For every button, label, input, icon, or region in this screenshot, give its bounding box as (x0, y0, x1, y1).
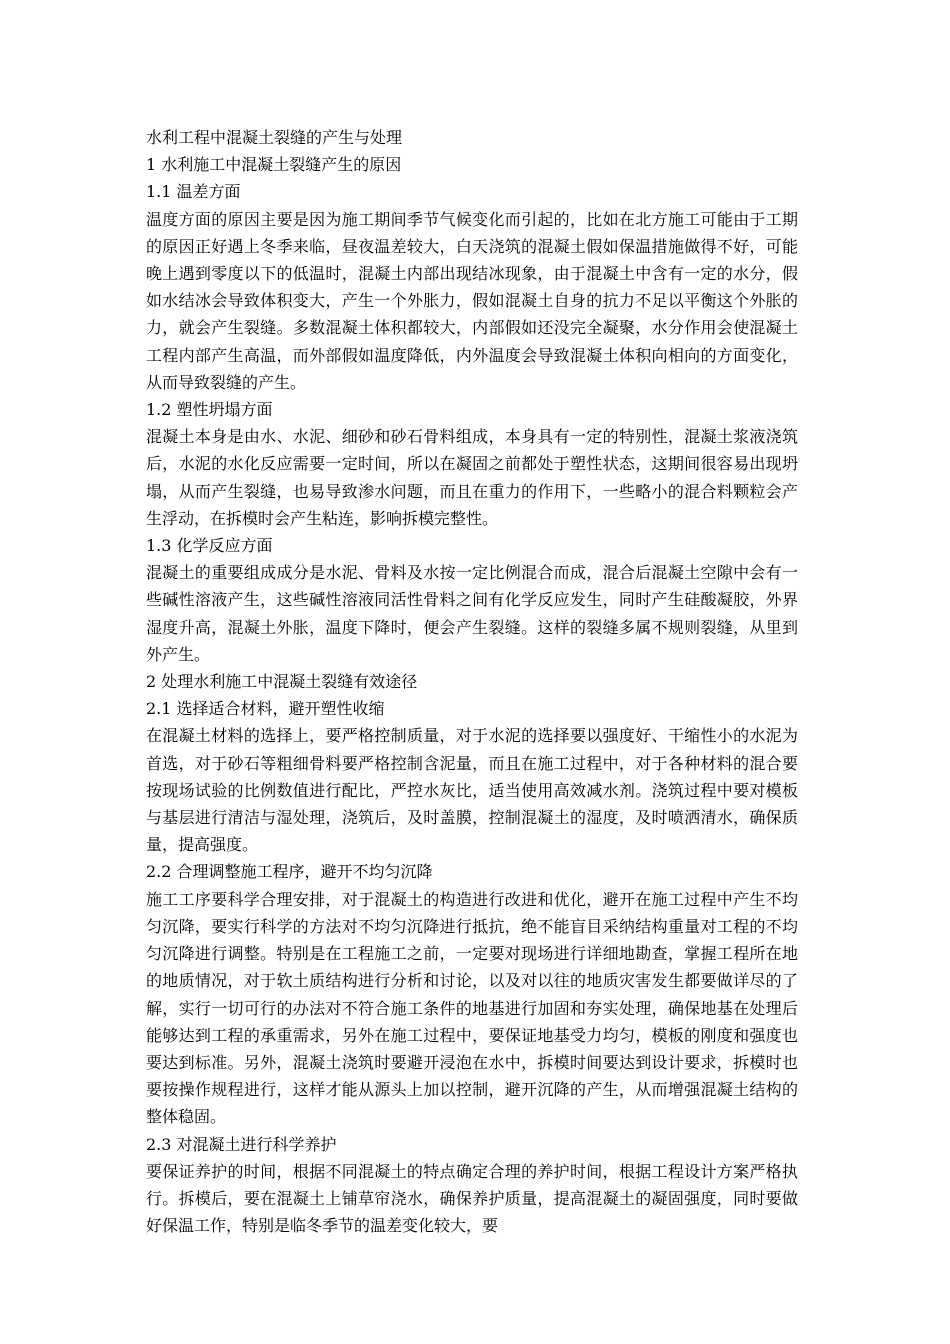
section-heading-1-3: 1.3 化学反应方面 (146, 536, 273, 556)
section-heading-1: 1 水利施工中混凝土裂缝产生的原因 (146, 155, 402, 175)
section-heading-1-1: 1.1 温差方面 (146, 182, 241, 202)
document-title: 水利工程中混凝土裂缝的产生与处理 (146, 128, 403, 147)
section-paragraph-2-3: 要保证养护的时间，根据不同混凝土的特点确定合理的养护时间，根据工程设计方案严格执行。拆模后，要在混凝土上铺草帘浇水，确保养护质量，提高混凝土的凝固强度，同时要做好保温工作，特别是临冬季节的温差变化较大，要 (146, 1161, 798, 1236)
document-body (146, 124, 798, 1239)
section-heading-2: 2 处理水利施工中混凝土裂缝有效途径 (146, 672, 418, 692)
section-paragraph-1-1: 温度方面的原因主要是因为施工期间季节气候变化而引起的，比如在北方施工可能由于工期的原因正好遇上冬季来临，昼夜温差较大，白天浇筑的混凝土假如保温措施做得不好，可能晚上遇到零度以下的低温时，混凝土内部出现结冰现象，由于混凝土中含有一定的水分，假如水结冰会导致体积变大，产生一个外胀力，假如混凝土自身的抗力不足以平衡这个外胀的力，就会产生裂缝。多数混凝土体积都较大，内部假如还没完全凝聚，水分作用会使混凝土工程内部产生高温，而外部假如温度降低，内外温度会导致混凝土体积向相向的方面变化，从而导致裂缝的产生。 (146, 209, 798, 392)
section-heading-1-2: 1.2 塑性坍塌方面 (146, 400, 273, 420)
section-heading-2-3: 2.3 对混凝土进行科学养护 (146, 1134, 337, 1154)
section-paragraph-2-2: 施工工序要科学合理安排，对于混凝土的构造进行改进和优化，避开在施工过程中产生不均匀沉降，要实行科学的方法对不均匀沉降进行抵抗，绝不能盲目采纳结构重量对工程的不均匀沉降进行调整。特别是在工程施工之前，一定要对现场进行详细地勘查，掌握工程所在地的地质情况，对于软土质结构进行分析和讨论，以及对以往的地质灾害发生都要做详尽的了解，实行一切可行的办法对不符合施工条件的地基进行加固和夯实处理，确保地基在处理后能够达到工程的承重需求，另外在施工过程中，要保证地基受力均匀，模板的刚度和强度也要达到标准。另外，混凝土浇筑时要避开浸泡在水中，拆模时间要达到设计要求，拆模时也要按操作规程进行，这样才能从源头上加以控制，避开沉降的产生，从而增强混凝土结构的整体稳固。 (146, 889, 798, 1127)
section-paragraph-1-2: 混凝土本身是由水、水泥、细砂和砂石骨料组成，本身具有一定的特别性，混凝土浆液浇筑后，水泥的水化反应需要一定时间，所以在凝固之前都处于塑性状态，这期间很容易出现坍塌，从而产生裂缝，也易导致渗水问题，而且在重力的作用下，一些略小的混合料颗粒会产生浮动，在拆模时会产生粘连，影响拆模完整性。 (146, 427, 798, 528)
section-heading-2-1: 2.1 选择适合材料，避开塑性收缩 (146, 699, 385, 719)
section-paragraph-2-1: 在混凝土材料的选择上，要严格控制质量，对于水泥的选择要以强度好、干缩性小的水泥为首选，对于砂石等粗细骨料要严格控制含泥量，而且在施工过程中，对于各种材料的混合要按现场试验的比例数值进行配比，严控水灰比，适当使用高效减水剂。浇筑过程中要对模板与基层进行清洁与湿处理，浇筑后，及时盖膜，控制混凝土的湿度，及时喷洒清水，确保质量，提高强度。 (146, 726, 798, 855)
section-heading-2-2: 2.2 合理调整施工程序，避开不均匀沉降 (146, 862, 433, 882)
section-paragraph-1-3: 混凝土的重要组成成分是水泥、骨料及水按一定比例混合而成，混合后混凝土空隙中会有一些碱性溶液产生，这些碱性溶液同活性骨料之间有化学反应发生，同时产生硅酸凝胶，外界湿度升高，混凝土外胀，温度下降时，便会产生裂缝。这样的裂缝多属不规则裂缝，从里到外产生。 (146, 563, 798, 664)
